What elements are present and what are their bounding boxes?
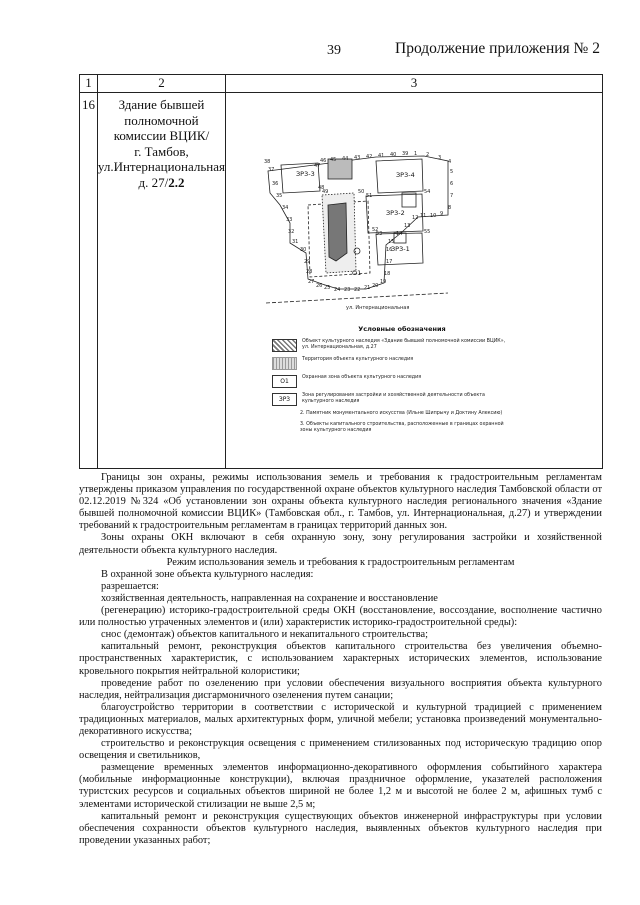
boundary-point-label: 1	[414, 151, 418, 157]
boundary-point-label: 26	[316, 283, 323, 289]
object-name	[98, 93, 225, 190]
paragraph: Зоны охраны ОКН включают в себя охранную зону, зону регулирования застройки и хозяйственной деятельности объекта культурного наследия.	[79, 532, 602, 556]
boundary-point-label: 15	[388, 239, 395, 245]
boundary-point-label: 51	[366, 193, 373, 199]
boundary-point-label: 42	[366, 154, 373, 160]
legend-swatch	[272, 357, 297, 370]
boundary-point-label: 12	[412, 215, 419, 221]
boundary-point-label: 49	[322, 189, 329, 195]
boundary-point-label: 17	[386, 259, 393, 265]
boundary-point-label: 47	[314, 163, 321, 169]
boundary-point-label: 55	[424, 229, 431, 235]
column-header-3: 3	[226, 75, 603, 93]
object-name-line: д. 27/	[138, 174, 169, 190]
legend-item	[252, 375, 512, 388]
row-number-cell	[80, 93, 98, 469]
scheme-cell	[226, 93, 603, 469]
paragraph: снос (демонтаж) объектов капитального и некапитального строительства;	[101, 629, 428, 641]
boundary-point-label: 52	[372, 227, 379, 233]
table-row	[80, 93, 603, 469]
boundary-point-label: 48	[318, 185, 325, 191]
legend-item	[252, 393, 512, 406]
boundary-point-label: 43	[354, 155, 361, 161]
section-heading: Режим использования земель и требования к градостроительным регламентам	[166, 556, 515, 568]
boundary-point-label: 28	[306, 269, 313, 275]
column-header-2: 2	[97, 75, 225, 93]
zone-label: О1	[352, 269, 362, 277]
heritage-building	[328, 203, 347, 261]
boundary-point-label: 30	[300, 247, 307, 253]
paragraph: Границы зон охраны, режимы использования земель и требования к градостроительным регламентам утверждены приказом управления по государственной охране объектов культурного наследия Тамбовской области от 02.12.2019 №324 «Об установлении зон охраны объекта культурного наследия регионального значения «Здание бывшей полномочной комиссии ВЦИК» (Тамбовская обл., г. Тамбов, ул. Интернациональная, д.27) и утверждении требований к градостроительным регламентам в границах территорий данных зон.	[79, 472, 602, 532]
legend-item	[252, 357, 512, 370]
page-header-title: Продолжение приложения № 2	[395, 40, 600, 57]
boundary-point-label: 8	[448, 205, 452, 211]
legend-swatch: О1	[272, 375, 297, 388]
boundary-point-label: 9	[440, 211, 444, 217]
boundary-point-label: 22	[354, 287, 361, 293]
zone-scheme	[226, 93, 602, 468]
object-name-line: ул.Интернациональная	[97, 159, 225, 174]
paragraph: капитальный ремонт и реконструкция существующих объектов инженерной инфраструктуры при условии обеспечения сохранности объектов культурного наследия, выявленных объектов культурного наследия при проведении указанных работ;	[79, 810, 602, 846]
boundary-point-label: 23	[344, 287, 351, 293]
boundary-point-label: 34	[282, 205, 289, 211]
row-number: 16	[81, 97, 95, 112]
boundary-point-label: 53	[376, 231, 383, 237]
boundary-point-label: 24	[334, 287, 341, 293]
page-number: 39	[327, 43, 341, 58]
boundary-point-label: 11	[420, 213, 427, 219]
zone-label: ЗР3-3	[296, 170, 315, 178]
legend-swatch	[272, 339, 297, 352]
legend-swatch: ЗР3	[272, 393, 297, 406]
boundary-point-label: 38	[264, 159, 271, 165]
boundary-point-label: 18	[384, 271, 391, 277]
boundary-point-label: 10	[430, 213, 437, 219]
legend-text: Зона регулирования застройки и хозяйственной деятельности объекта культурного наследия	[302, 393, 485, 404]
boundary-point-label: 4	[448, 159, 452, 165]
legend-note: 3. Объекты капитального строительства, расположенные в границах охранной зоны культурного наследия	[300, 422, 504, 433]
boundary-point-label: 35	[276, 193, 283, 199]
object-name-line: Здание бывшей	[118, 97, 205, 112]
legend-note: 2. Памятник монументального искусства (Ильне Шипрычу и Доктину Алексию)	[300, 411, 503, 416]
boundary-point-label: 32	[288, 229, 295, 235]
boundary-point-label: 39	[402, 151, 409, 157]
zone-label: ЗР3-1	[391, 245, 410, 253]
object-name-bold: 2.2	[168, 174, 185, 190]
paragraph: благоустройство территории в соответствии с исторической и культурной традицией с применением традиционных материалов, малых архитектурных форм, уличной мебели; установка произведений монументально-декоративного искусства;	[79, 701, 602, 737]
legend-text: Территория объекта культурного наследия	[302, 357, 414, 362]
zones-table	[79, 74, 603, 469]
paragraph: В охранной зоне объекта культурного наследия:	[101, 568, 314, 580]
boundary-point-label: 16	[386, 247, 393, 253]
boundary-point-label: 36	[272, 181, 279, 187]
boundary-point-label: 13	[404, 223, 411, 229]
paragraph: хозяйственная деятельность, направленная на сохранение и восстановление	[101, 592, 438, 604]
object-name-cell	[97, 93, 225, 469]
object-name-line: комиссии ВЦИК/	[113, 128, 210, 143]
boundary-point-label: 21	[364, 285, 371, 291]
boundary-point-label: 14	[396, 231, 403, 237]
boundary-point-label: 50	[358, 189, 365, 195]
boundary-point-label: 2	[426, 152, 430, 158]
boundary-point-label: 27	[308, 279, 315, 285]
zone-label: ЗР3-4	[396, 171, 415, 179]
legend-text: Объект культурного наследия «Здание бывшей полномочной комиссии ВЦИК», ул. Интернациональная, д.27	[302, 339, 506, 350]
boundary-point-label: 44	[342, 156, 349, 162]
boundary-point-label: 25	[324, 285, 331, 291]
table-header-row	[80, 75, 603, 93]
paragraph: капитальный ремонт, реконструкция объектов капитального строительства без увеличения объемно-пространственных характеристик, с использованием характерных исторических элементов, использование кровельного покрытия нейтральной колористики;	[79, 641, 602, 677]
boundary-point-label: 3	[438, 155, 442, 161]
paragraph: строительство и реконструкция освещения с применением стилизованных под историческую традицию опор освещения и светильников,	[79, 738, 602, 762]
paragraph: разрешается:	[101, 580, 159, 592]
boundary-point-label: 46	[320, 158, 327, 164]
boundary-point-label: 40	[390, 152, 397, 158]
boundary-point-label: 54	[424, 189, 431, 195]
zone-label: ЗР3-2	[386, 209, 405, 217]
column-header-1: 1	[80, 75, 98, 93]
boundary-point-label: 6	[450, 181, 454, 187]
boundary-point-label: 41	[378, 153, 385, 159]
street-label: ул. Интернациональная	[346, 305, 410, 311]
zone-map	[226, 93, 602, 323]
paragraph: размещение временных элементов информационно-декоративного оформления событийного характера (мобильные информационные конструкции), включая праздничное оформление, указателей расположения туристских ресурсов и социальных объектов шириной не более 1,2 м и высотой не более 2 м, афишных тумб с элементами исторической стилизации не выше 2,5 м;	[79, 762, 602, 810]
object-name-line: г. Тамбов,	[134, 143, 189, 159]
legend-title: Условные обозначения	[358, 325, 446, 333]
boundary-point-label: 33	[286, 217, 293, 223]
boundary-point-label: 45	[330, 157, 337, 163]
building	[402, 193, 416, 207]
paragraph: проведение работ по озеленению при условии обеспечения визуального восприятия объекта культурного наследия, нейтрализация дисгармоничного озеленения путем санации;	[79, 677, 602, 701]
legend-item	[252, 339, 512, 352]
boundary-point-label: 31	[292, 239, 299, 245]
legend	[252, 325, 512, 439]
boundary-point-label: 19	[380, 279, 387, 285]
legend-text: Охранная зона объекта культурного наследия	[302, 375, 422, 380]
boundary-point-label: 20	[372, 283, 379, 289]
document-body	[79, 472, 602, 847]
paragraph: (регенерацию) историко-градостроительной среды ОКН (восстановление, воссоздание, восполнение частично или полностью утраченных элементов и (или) характеристик историко-градостроительной среды):	[79, 605, 602, 629]
boundary-point-label: 37	[268, 167, 275, 173]
street-line	[266, 293, 448, 303]
boundary-point-label: 29	[304, 259, 311, 265]
boundary-point-label: 5	[450, 169, 454, 175]
boundary-point-label: 7	[450, 193, 454, 199]
object-name-line: полномочной	[124, 112, 199, 128]
